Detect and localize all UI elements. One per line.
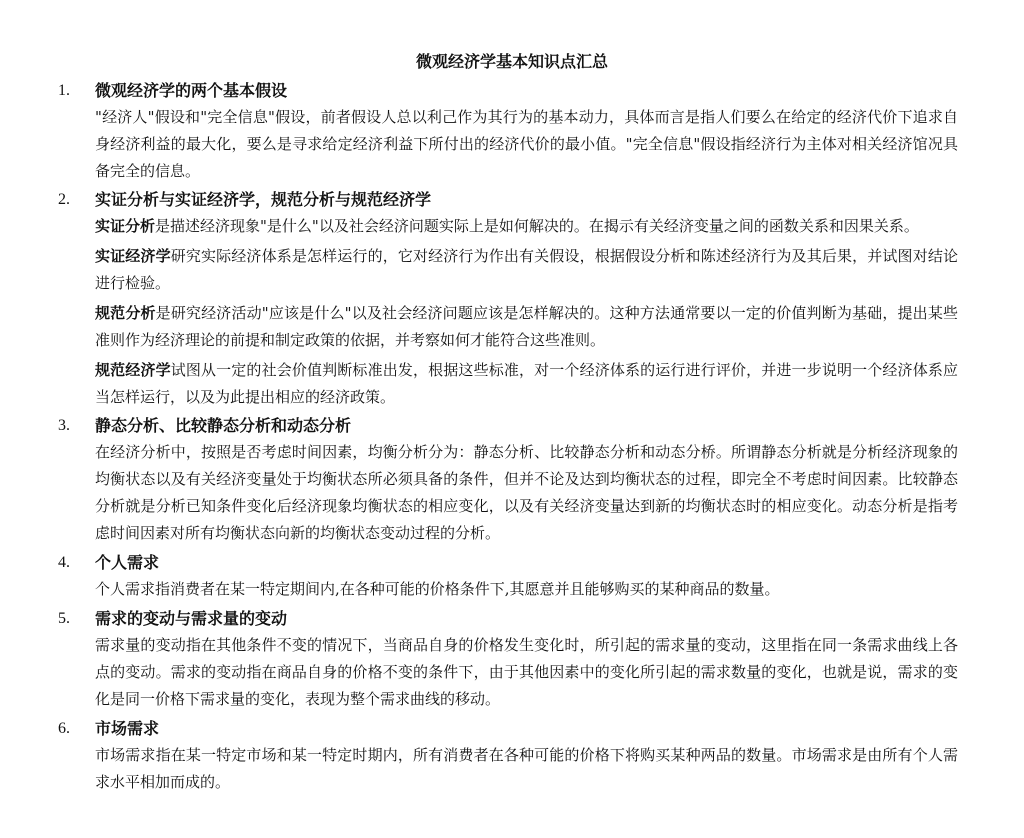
- section-number: 5.: [58, 610, 70, 627]
- term-label: 规范分析: [95, 304, 156, 322]
- paragraph: [95, 439, 958, 547]
- paragraph: [95, 357, 958, 411]
- section-title: 静态分析、比较静态分析和动态分析: [95, 416, 352, 435]
- paragraph-text: "经济人"假设和"完全信息"假设，前者假设人总以利己作为其行为的基本动力，具体而言是指人们要么在给定的经济代价下追求自身经济利益的最大化，要么是寻求给定经济利益下所付出的经济代价的最小值。"完全信息"假设指经济行为主体对相关经济馆况具备完全的信息。: [95, 108, 958, 180]
- paragraph: [95, 213, 958, 240]
- section-heading: [58, 716, 958, 742]
- paragraph-text: 个人需求指消费者在某一特定期间内,在各种可能的价格条件下,其愿意并且能够购买的某种商品的数量。: [95, 580, 780, 598]
- paragraph: [95, 243, 958, 297]
- section-title: 个人需求: [95, 553, 160, 572]
- paragraph-text: 需求量的变动指在其他条件不变的情况下，当商品自身的价格发生变化时，所引起的需求量的变动，这里指在同一条需求曲线上各点的变动。需求的变动指在商品自身的价格不变的条件下，由于其他因素中的变化所引起的需求数量的变化，也就是说，需求的变化是同一价格下需求量的变化，表现为整个需求曲线的移动。: [95, 636, 958, 708]
- paragraph-text: 市场需求指在某一特定市场和某一特定时期内，所有消费者在各种可能的价格下将购买某种两品的数量。市场需求是由所有个人需求水平相加而成的。: [95, 746, 958, 791]
- section-body: [95, 576, 958, 603]
- term-label: 实证分析: [95, 217, 156, 235]
- section-6: [58, 716, 958, 796]
- document-title: 微观经济学基本知识点汇总: [415, 52, 608, 71]
- paragraph: [95, 576, 958, 603]
- section-heading: [58, 606, 958, 632]
- section-heading: [58, 78, 958, 104]
- section-1: [58, 78, 958, 185]
- section-number: 2.: [58, 191, 70, 208]
- term-label: 实证经济学: [95, 247, 171, 265]
- section-5: [58, 606, 958, 713]
- section-3: [58, 413, 958, 547]
- section-2: [58, 187, 958, 411]
- section-body: [95, 632, 958, 713]
- paragraph-text: 在经济分析中，按照是否考虑时间因素，均衡分析分为：静态分析、比较静态分析和动态分桥。所谓静态分析就是分析经济现象的均衡状态以及有关经济变量处于均衡状态所必须具备的条件，但并不论及达到均衡状态的过程，即完全不考虑时间因素。比较静态分析就是分析已知条件变化后经济现象均衡状态的相应变化，以及有关经济变量达到新的均衡状态时的相应变化。动态分析是指考虑时间因素对所有均衡状态向新的均衡状态变动过程的分析。: [95, 443, 958, 542]
- paragraph-text: 是研究经济活动"应该是什么"以及社会经济问题应该是怎样解决的。这种方法通常要以一定的价值判断为基础，提出某些准则作为经济理论的前提和制定政策的依据，并考察如何才能符合这些准则。: [95, 304, 958, 349]
- section-number: 3.: [58, 417, 70, 434]
- paragraph-text: 是描述经济现象"是什么"以及社会经济问题实际上是如何解决的。在揭示有关经济变量之间的函数关系和因果关系。: [155, 217, 919, 235]
- section-heading: [58, 550, 958, 576]
- paragraph-text: 试图从一定的社会价值判断标准出发，根据这些标准，对一个经济体系的运行进行评价，并进一步说明一个经济体系应当怎样运行，以及为此提出相应的经济政策。: [95, 361, 958, 406]
- paragraph: [95, 632, 958, 713]
- section-heading: [58, 413, 958, 439]
- section-4: [58, 550, 958, 603]
- paragraph-text: 研究实际经济体系是怎样运行的，它对经济行为作出有关假设，根据假设分析和陈述经济行为及其后果，并试图对结论进行检验。: [95, 247, 958, 292]
- section-number: 1.: [58, 82, 70, 99]
- section-number: 4.: [58, 554, 70, 571]
- sections-list: [58, 78, 958, 796]
- section-heading: [58, 187, 958, 213]
- term-label: 规范经济学: [95, 361, 171, 379]
- section-title: 实证分析与实证经济学，规范分析与规范经济学: [95, 190, 432, 209]
- section-body: [95, 104, 958, 185]
- section-number: 6.: [58, 720, 70, 737]
- paragraph: [95, 742, 958, 796]
- paragraph: [95, 104, 958, 185]
- section-title: 市场需求: [95, 719, 160, 738]
- section-body: [95, 742, 958, 796]
- paragraph: [95, 300, 958, 354]
- section-body: [95, 439, 958, 547]
- section-body: [95, 213, 958, 411]
- section-title: 微观经济学的两个基本假设: [95, 81, 288, 100]
- section-title: 需求的变动与需求量的变动: [95, 609, 288, 628]
